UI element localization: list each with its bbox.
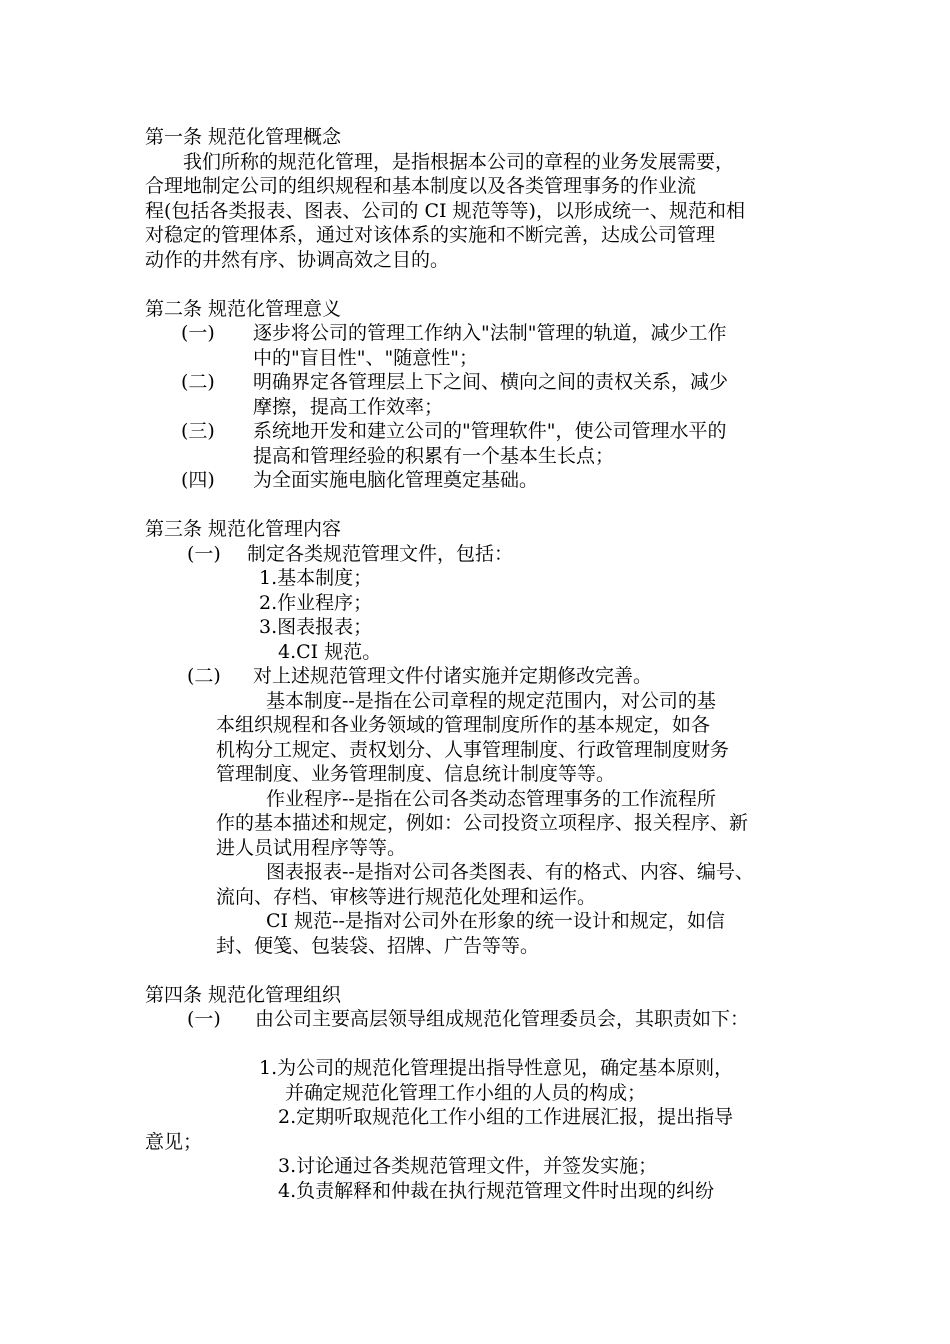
- section-heading: 第二条 规范化管理意义: [145, 297, 342, 320]
- list-item-text: 摩擦，提高工作效率；: [253, 395, 444, 418]
- list-item: [145, 542, 825, 567]
- list-item-text: 逐步将公司的管理工作纳入"法制"管理的轨道，减少工作: [253, 322, 727, 344]
- sub-item: 1.基本制度；: [259, 567, 373, 589]
- duty-item: 意见；: [145, 1130, 203, 1153]
- duty-item: 并确定规范化管理工作小组的人员的构成；: [285, 1081, 647, 1104]
- list-item-text: 明确界定各管理层上下之间、横向之间的责权关系，减少: [253, 371, 729, 393]
- paragraph-line: 程(包括各类报表、图表、公司的 CI 规范等等)，以形成统一、规范和相: [145, 199, 745, 222]
- list-item: [145, 1007, 825, 1032]
- list-item: [145, 370, 825, 419]
- paragraph-line: 管理制度、业务管理制度、信息统计制度等等。: [216, 763, 616, 785]
- paragraph-line: 动作的井然有序、协调高效之目的。: [145, 248, 450, 271]
- sub-item: 3.图表报表；: [259, 616, 373, 638]
- duty-item: 1.为公司的规范化管理提出指导性意见，确定基本原则，: [259, 1057, 734, 1079]
- list-item: [145, 321, 825, 370]
- paragraph-line: 图表报表--是指对公司各类图表、有的格式、内容、编号、: [266, 861, 754, 883]
- section-heading: 第一条 规范化管理概念: [145, 126, 342, 148]
- section-heading: 第三条 规范化管理内容: [145, 518, 342, 540]
- list-item-text: 中的"盲目性"、"随意性"；: [253, 346, 478, 369]
- paragraph-line: 机构分工规定、责权划分、人事管理制度、行政管理制度财务: [216, 738, 730, 761]
- paragraph-line: 作业程序--是指在公司各类动态管理事务的工作流程所: [266, 787, 716, 810]
- section-heading: 第四条 规范化管理组织: [145, 983, 342, 1006]
- duty-item: 3.讨论通过各类规范管理文件，并签发实施；: [278, 1155, 658, 1177]
- list-item: [145, 468, 825, 493]
- list-item-text: 由公司主要高层领导组成规范化管理委员会，其职责如下：: [255, 1008, 750, 1030]
- list-marker: (二): [187, 665, 221, 687]
- paragraph-line: 合理地制定公司的组织规程和基本制度以及各类管理事务的作业流: [145, 175, 697, 197]
- document-body: [145, 125, 825, 1203]
- list-marker: (一): [187, 1008, 221, 1030]
- sub-item: 4.CI 规范。: [278, 640, 382, 663]
- duty-item: 2.定期听取规范化工作小组的工作进展汇报，提出指导: [278, 1106, 734, 1128]
- list-marker: (二): [181, 371, 215, 393]
- duty-item: 4.负责解释和仲裁在执行规范管理文件时出现的纠纷: [278, 1179, 715, 1202]
- list-marker: (一): [181, 322, 215, 344]
- paragraph-line: CI 规范--是指对公司外在形象的统一设计和规定，如信: [266, 910, 725, 932]
- paragraph-line: 作的基本描述和规定，例如：公司投资立项程序、报关程序、新: [216, 812, 749, 834]
- list-item: [145, 419, 825, 468]
- paragraph-line: 封、便笺、包装袋、招牌、广告等等。: [216, 934, 540, 957]
- list-item-text: 对上述规范管理文件付诸实施并定期修改完善。: [253, 665, 653, 687]
- list-item-text: 提高和管理经验的积累有一个基本生长点；: [253, 444, 615, 467]
- paragraph-line: 基本制度--是指在公司章程的规定范围内，对公司的基: [266, 689, 716, 712]
- paragraph-line: 我们所称的规范化管理，是指根据本公司的章程的业务发展需要，: [183, 150, 735, 173]
- list-marker: (四): [181, 469, 215, 491]
- paragraph-line: 进人员试用程序等等。: [216, 836, 407, 859]
- list-marker: (一): [187, 542, 221, 565]
- paragraph-line: 流向、存档、审核等进行规范化处理和运作。: [216, 885, 597, 908]
- list-item: [145, 664, 825, 689]
- sub-item: 2.作业程序；: [259, 591, 373, 614]
- list-item-text: 制定各类规范管理文件，包括：: [247, 542, 514, 565]
- list-marker: (三): [181, 420, 215, 442]
- list-item-text: 系统地开发和建立公司的"管理软件"，使公司管理水平的: [253, 420, 727, 442]
- paragraph-line: 对稳定的管理体系，通过对该体系的实施和不断完善，达成公司管理: [145, 224, 716, 246]
- paragraph-line: 本组织规程和各业务领域的管理制度所作的基本规定，如各: [216, 714, 711, 736]
- list-item-text: 为全面实施电脑化管理奠定基础。: [253, 469, 539, 491]
